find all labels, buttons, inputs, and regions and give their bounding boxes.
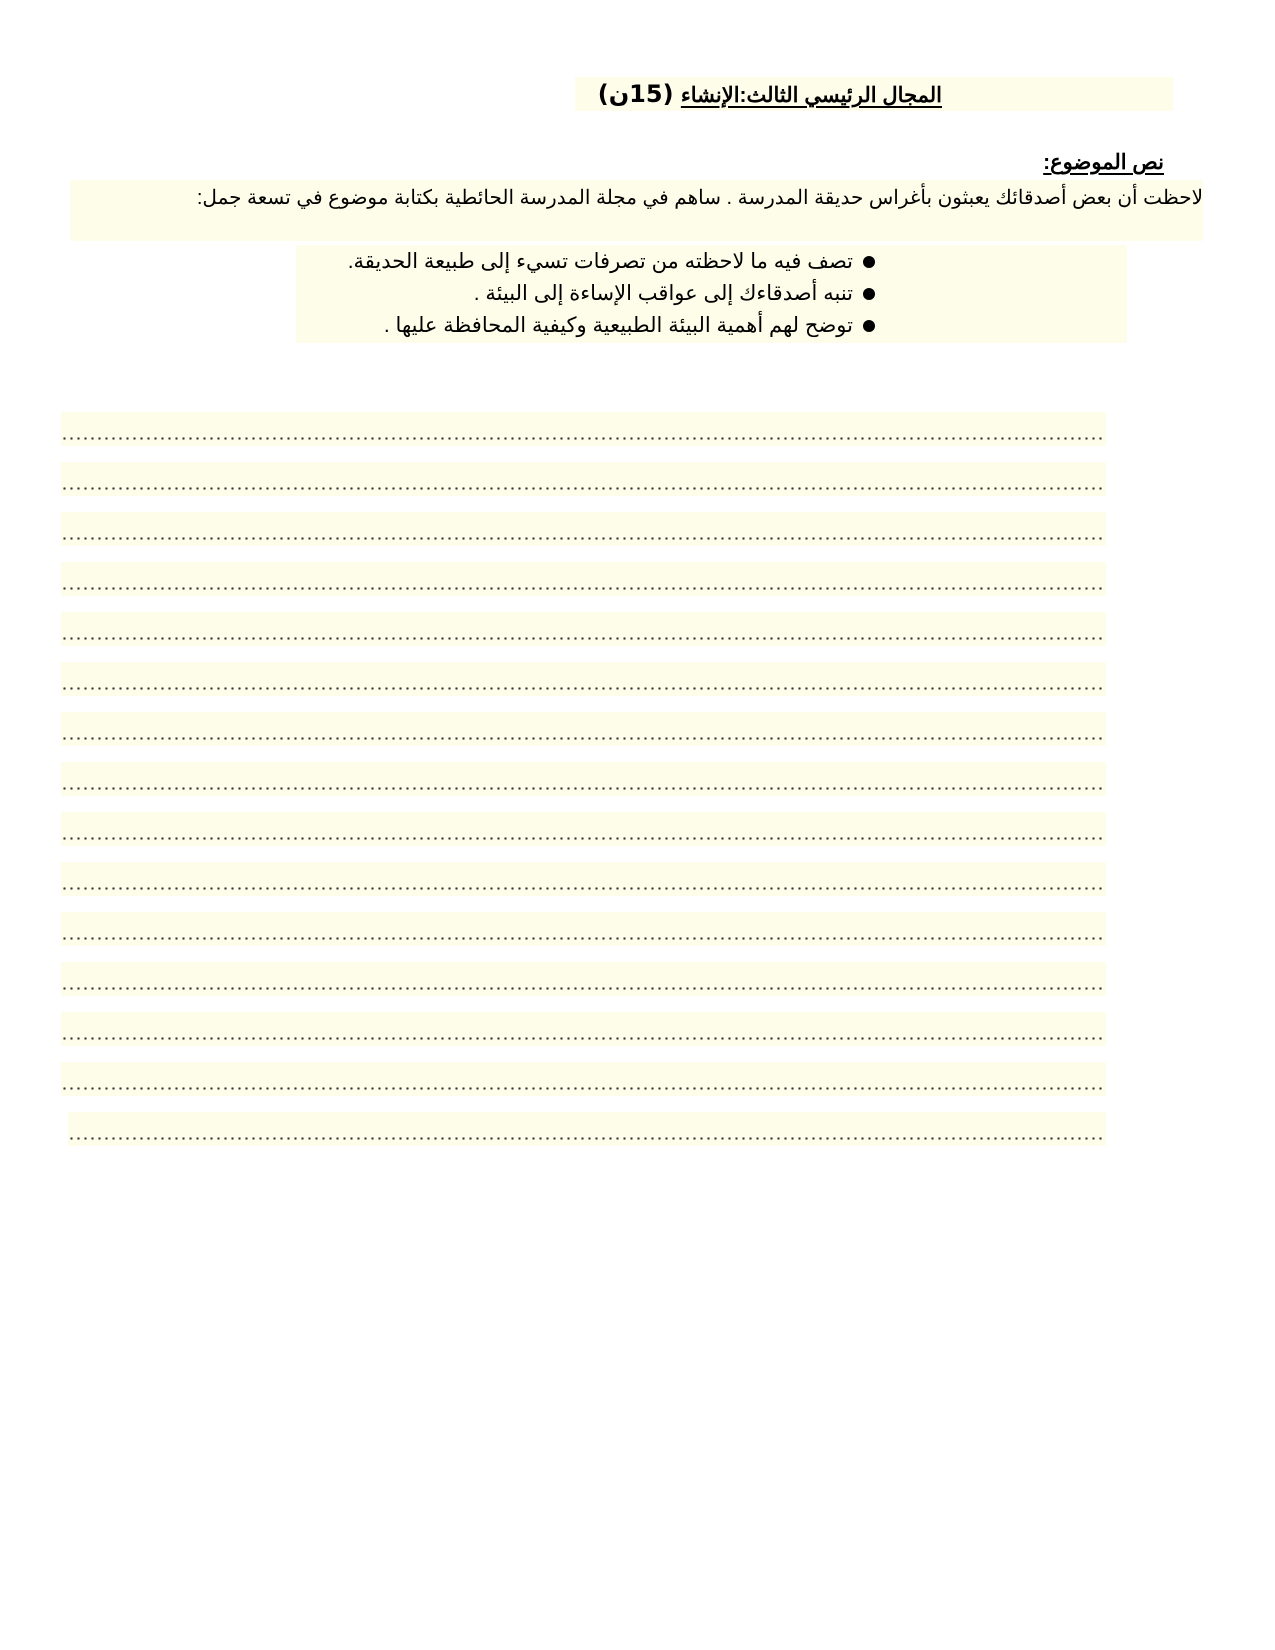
bullet-icon <box>863 288 875 300</box>
task-text: تنبه أصدقاءك إلى عواقب الإساءة إلى البيئة . <box>473 282 853 305</box>
answer-line[interactable] <box>61 762 1106 796</box>
task-item <box>348 310 875 342</box>
subject-prompt: لاحظت أن بعض أصدقائك يعبثون بأغراس حديقة المدرسة . ساهم في مجلة المدرسة الحائطية بكتابة موضوع في تسعة جمل: <box>196 187 1203 209</box>
title-text: المجال الرئيسي الثالث:الإنشاء <box>680 84 942 107</box>
subject-label: نص الموضوع: <box>1043 151 1164 174</box>
answer-line[interactable] <box>68 1112 1106 1146</box>
bullet-icon <box>863 320 875 332</box>
answer-line[interactable] <box>61 862 1106 896</box>
answer-line[interactable] <box>61 712 1106 746</box>
answer-line[interactable] <box>61 962 1106 996</box>
page-title <box>598 80 942 110</box>
answer-area <box>61 412 1106 1162</box>
answer-line[interactable] <box>61 562 1106 596</box>
task-text: تصف فيه ما لاحظته من تصرفات تسيء إلى طبيعة الحديقة. <box>347 250 853 273</box>
task-list <box>348 246 875 342</box>
answer-line[interactable] <box>61 662 1106 696</box>
bullet-icon <box>863 256 875 268</box>
answer-line[interactable] <box>61 612 1106 646</box>
title-score: (15ن) <box>597 80 674 108</box>
answer-line[interactable] <box>61 462 1106 496</box>
task-item <box>348 246 875 278</box>
answer-line[interactable] <box>61 412 1106 446</box>
answer-line[interactable] <box>61 912 1106 946</box>
answer-line[interactable] <box>61 1012 1106 1046</box>
answer-line[interactable] <box>61 812 1106 846</box>
answer-line[interactable] <box>61 1062 1106 1096</box>
task-item <box>348 278 875 310</box>
answer-line[interactable] <box>61 512 1106 546</box>
task-text: توضح لهم أهمية البيئة الطبيعية وكيفية المحافظة عليها . <box>383 314 853 337</box>
